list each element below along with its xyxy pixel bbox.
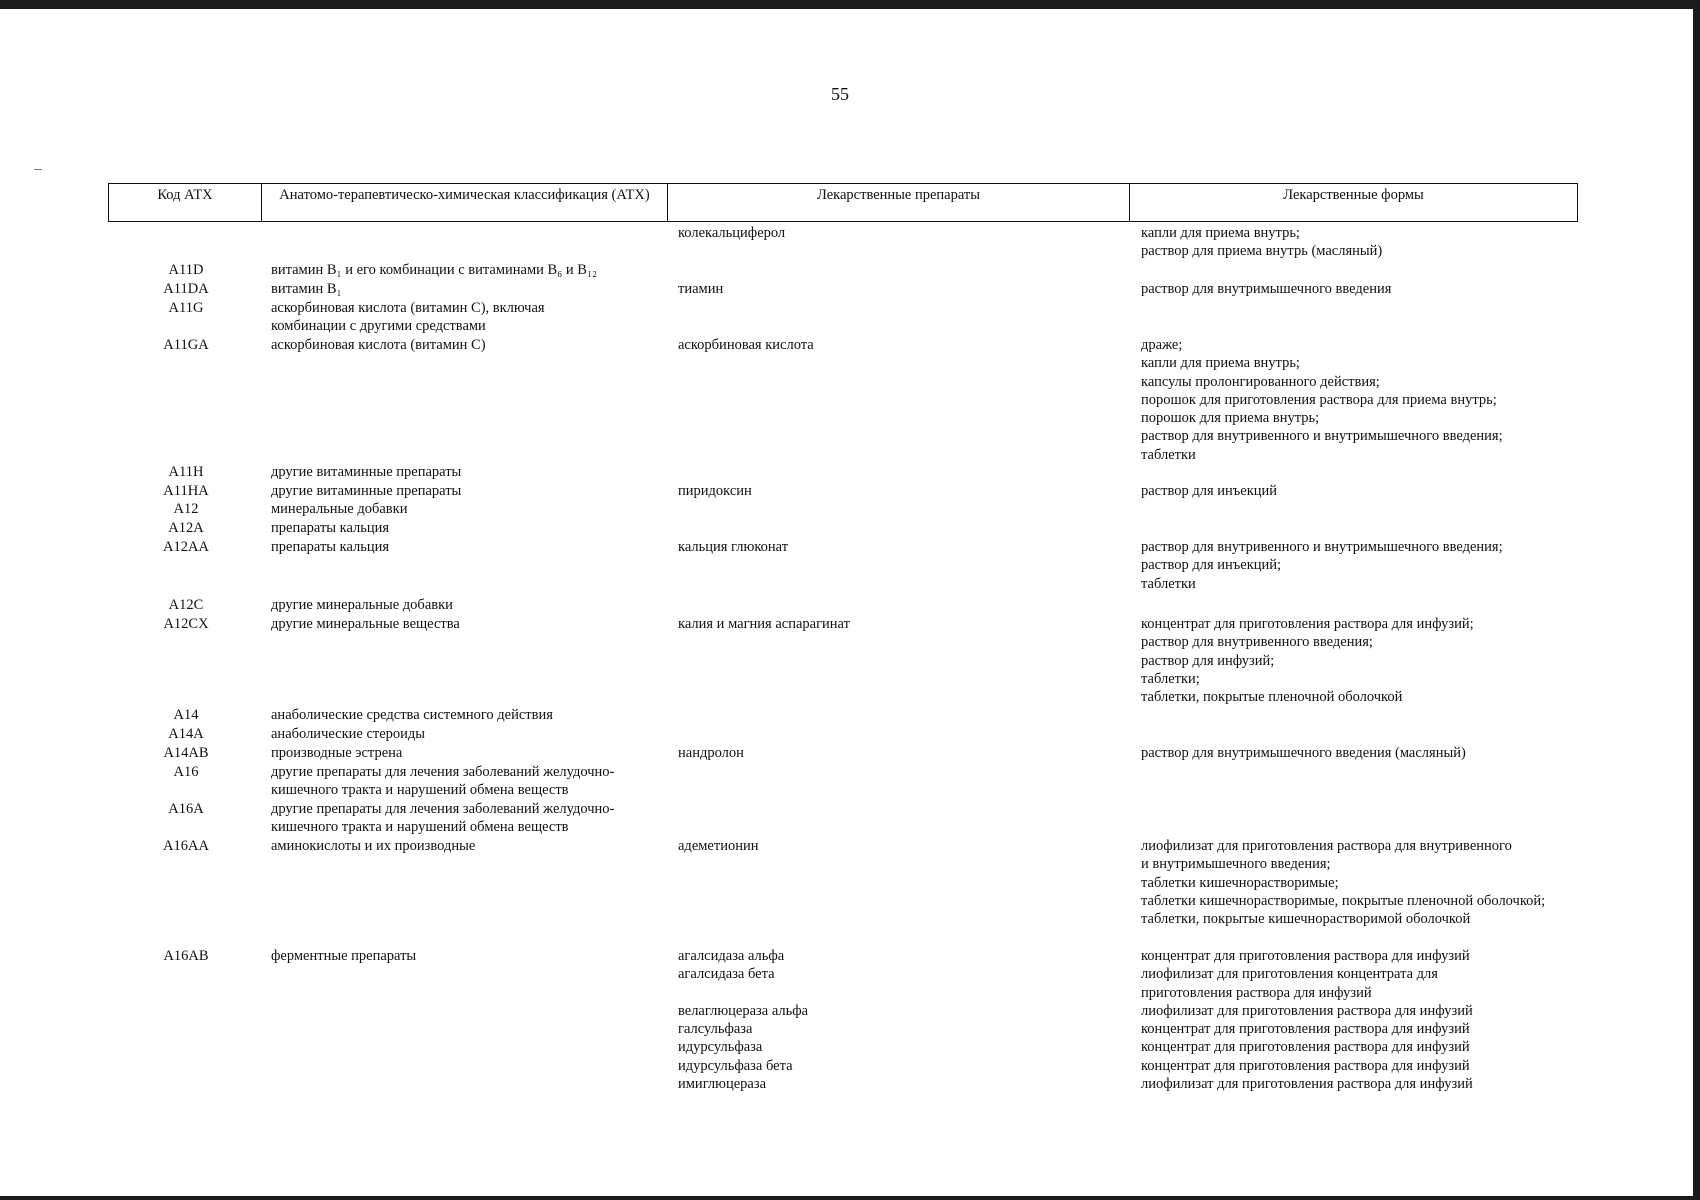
dosage-form: лиофилизат для приготовления концентрата для приготовления раствора для инфузий [1141,966,1438,1001]
atc-code: A16AB [163,948,209,964]
dosage-form-list [1141,482,1601,500]
atc-classification: анаболические средства системного действия [271,707,553,723]
dosage-form: таблетки [1141,575,1196,592]
atc-classification: другие витаминные препараты [271,483,462,499]
dosage-form: порошок для приема внутрь; [1141,410,1320,427]
drug-name: кальция глюконат [678,539,789,555]
scan-edge-bottom [0,1196,1700,1200]
dosage-form: раствор для инъекций [1141,483,1278,499]
atc-classification: производные эстрена [271,745,403,761]
atc-classification: другие витаминные препараты [271,464,462,480]
dosage-form: концентрат для приготовления раствора для инфузий [1141,948,1470,964]
dosage-form: концентрат для приготовления раствора для инфузий [1141,1057,1470,1074]
drug-list [678,947,1118,1093]
drug-list [678,280,1118,298]
drug-name: аскорбиновая кислота [678,337,814,353]
atc-code: A11D [168,262,204,278]
atc-code: A14 [173,707,199,723]
drug-name: адеметионин [678,838,759,854]
drug-list [678,482,1118,500]
drug-name: идурсульфаза [678,1039,763,1056]
atc-code: A12AA [163,539,209,555]
drug-name: идурсульфаза бета [678,1057,793,1074]
atc-classification: аминокислоты и их производные [271,838,476,854]
atc-classification: препараты кальция [271,520,390,536]
dosage-form-list [1141,837,1601,928]
dosage-form: порошок для приготовления раствора для приема внутрь; [1141,391,1497,408]
dosage-form: раствор для инфузий; [1141,652,1275,669]
dosage-form: таблетки, покрытые пленочной оболочкой [1141,689,1403,706]
scan-edge-top [0,0,1700,9]
atc-classification: другие минеральные вещества [271,616,460,632]
atc-code: A16 [173,764,199,780]
atc-classification: минеральные добавки [271,501,408,517]
atc-classification: аскорбиновая кислота (витамин С), включая комбинации с другими средствами [271,300,545,335]
scan-speck [34,169,42,170]
page-number: 55 [831,84,849,104]
dosage-form: раствор для внутримышечного введения [1141,281,1392,297]
drug-name: тиамин [678,281,724,297]
scan-edge-right [1693,0,1700,1200]
dosage-form: таблетки; [1141,670,1200,687]
dosage-form: раствор для внутримышечного введения (масляный) [1141,745,1466,761]
dosage-form-list [1141,615,1601,706]
drug-name: галсульфаза [678,1021,753,1038]
dosage-form: таблетки [1141,446,1196,463]
atc-code: A11GA [163,337,209,353]
atc-code: A14AB [163,745,209,761]
drug-name: агалсидаза альфа [678,948,785,964]
drug-name: агалсидаза бета [678,966,775,983]
dosage-form: концентрат для приготовления раствора для инфузий [1141,1021,1470,1038]
atc-code: A12C [168,597,204,613]
table-header [108,183,1578,222]
atc-code: A11HA [163,483,209,499]
dosage-form: лиофилизат для приготовления раствора для внутривенного и внутримышечного введения; [1141,838,1512,873]
dosage-form-list [1141,947,1601,1093]
dosage-form: капли для приема внутрь; [1141,355,1300,372]
dosage-form-list [1141,538,1601,593]
drug-name: велаглюцераза альфа [678,1002,809,1019]
atc-classification: другие препараты для лечения заболеваний желудочно- кишечного тракта и нарушений обмена веществ [271,764,615,799]
header-code: Код АТХ [157,187,213,203]
dosage-form: драже; [1141,337,1183,353]
atc-classification: другие препараты для лечения заболеваний желудочно- кишечного тракта и нарушений обмена веществ [271,801,615,836]
drug-list [678,744,1118,762]
dosage-form: таблетки кишечнорастворимые, покрытые пленочной оболочкой; [1141,892,1546,909]
header-forms: Лекарственные формы [1129,184,1577,221]
atc-code: A11H [168,464,204,480]
drug-list [678,538,1118,556]
atc-classification: аскорбиновая кислота (витамин С) [271,337,486,353]
drug-list [678,837,1118,855]
atc-code: A12 [173,501,199,517]
atc-code: A16AA [163,838,209,854]
drug-name: имиглюцераза [678,1076,767,1093]
drug-list [678,336,1118,354]
atc-code: A12A [168,520,204,536]
atc-classification: витамин B₁ и его комбинации с витаминами B₆ и B₁₂ [271,262,598,278]
atc-code: A12CX [163,616,209,632]
dosage-form: раствор для внутривенного и внутримышечного введения; [1141,428,1503,445]
dosage-form-list [1141,336,1601,464]
atc-code: A11G [168,300,204,316]
atc-classification: препараты кальция [271,539,390,555]
dosage-form: концентрат для приготовления раствора для инфузий; [1141,616,1474,632]
atc-code: A11DA [163,281,209,297]
atc-code: A16A [168,801,204,817]
drug-name: калия и магния аспарагинат [678,616,850,632]
dosage-form: таблетки, покрытые кишечнорастворимой оболочкой [1141,911,1471,928]
drug-list [678,615,1118,633]
dosage-form: концентрат для приготовления раствора для инфузий [1141,1039,1470,1056]
dosage-form-list [1141,744,1601,762]
dosage-form-list [1141,280,1601,298]
dosage-form-list [1141,224,1601,261]
drug-name [678,984,1118,1002]
header-drugs: Лекарственные препараты [667,184,1129,221]
dosage-form: лиофилизат для приготовления раствора для инфузий [1141,1002,1473,1019]
dosage-form: капли для приема внутрь; [1141,225,1300,241]
atc-classification: анаболические стероиды [271,726,426,742]
atc-classification: другие минеральные добавки [271,597,453,613]
dosage-form: раствор для внутривенного введения; [1141,634,1373,651]
atc-code: A14A [168,726,204,742]
atc-classification: витамин B₁ [271,281,342,297]
dosage-form: раствор для приема внутрь (масляный) [1141,243,1383,260]
dosage-form: капсулы пролонгированного действия; [1141,373,1380,390]
dosage-form: раствор для внутривенного и внутримышечного введения; [1141,539,1503,555]
drug-list [678,224,1118,242]
drug-name: нандролон [678,745,744,761]
atc-classification: ферментные препараты [271,948,417,964]
header-classification: Анатомо-терапевтическо-химическая классификация (АТХ) [261,184,667,221]
dosage-form: лиофилизат для приготовления раствора для инфузий [1141,1076,1473,1093]
drug-name: колекальциферол [678,225,786,241]
drug-name: пиридоксин [678,483,752,499]
dosage-form: раствор для инъекций; [1141,557,1282,574]
dosage-form: таблетки кишечнорастворимые; [1141,874,1339,891]
